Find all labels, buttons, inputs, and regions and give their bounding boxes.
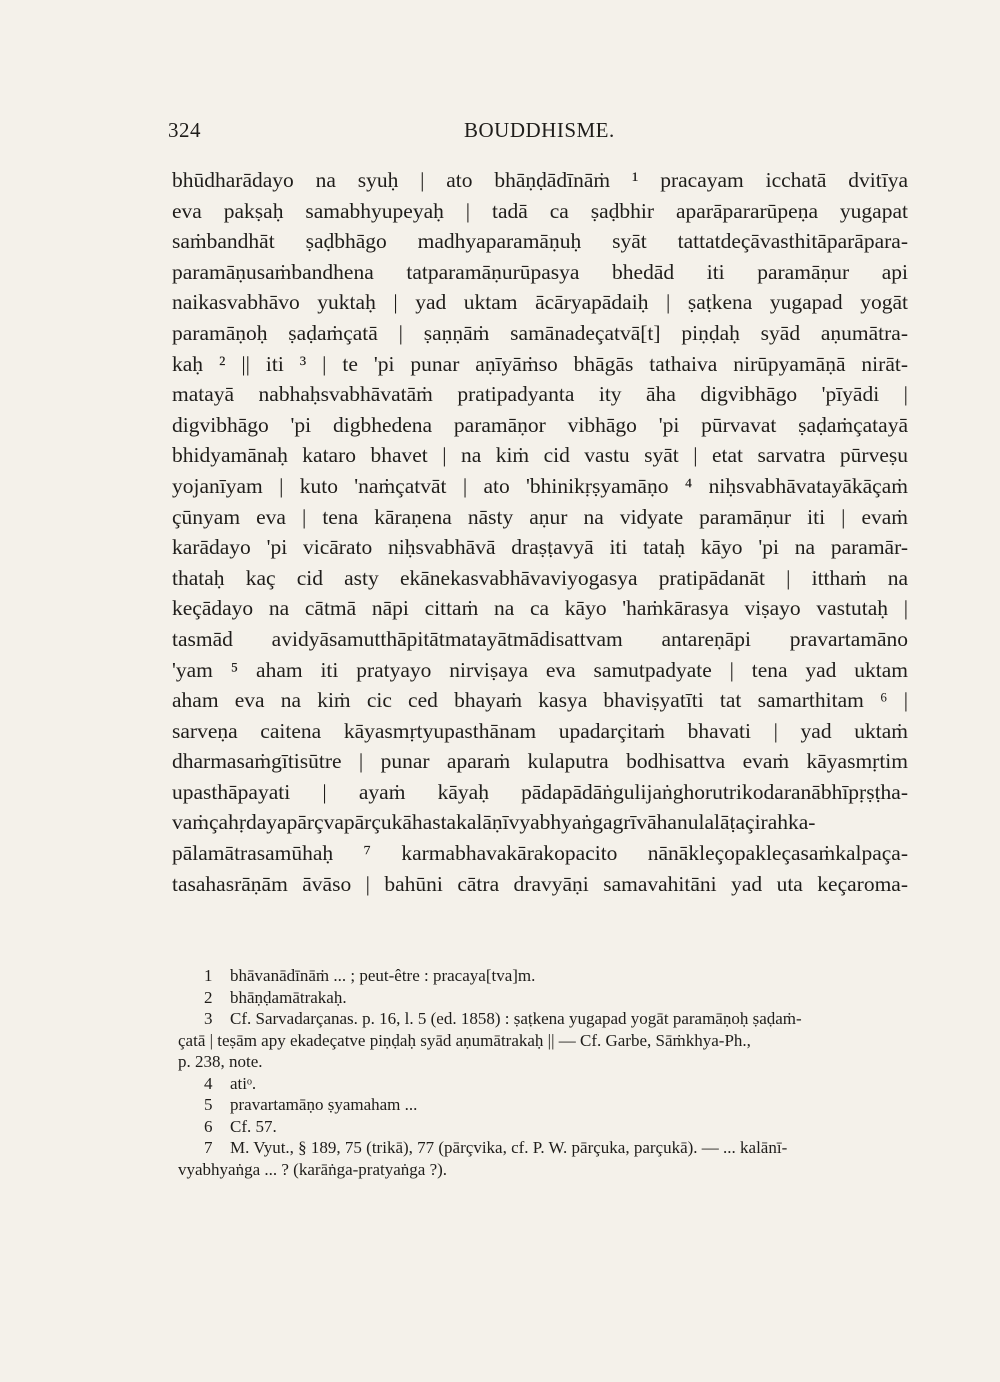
footnote-number: 7	[204, 1138, 213, 1157]
main-text	[172, 165, 908, 899]
text-line: tasmād avidyāsamutthāpitātmatayātmādisattvam antareṇāpi pravartamāno	[172, 626, 908, 651]
text-line: keçādayo na cātmā nāpi cittaṁ na ca kāyo 'haṁkārasya viṣayo vastutaḥ |	[172, 596, 908, 621]
text-line: 'yam ⁵ aham iti pratyayo nirviṣaya eva samutpadyate | tena yad uktam	[172, 657, 908, 682]
text-line: matayā nabhaḥsvabhāvatāṁ pratipadyanta ity āha digvibhāgo 'pīyādi |	[172, 382, 908, 407]
text-line: eva pakṣaḥ samabhyupeyaḥ | tadā ca ṣaḍbhir aparāpararūpeṇa yugapat	[172, 198, 908, 223]
footnote-text: M. Vyut., § 189, 75 (trikā), 77 (pārçvika, cf. P. W. pārçuka, parçukā). — ... kalānī-	[230, 1138, 788, 1157]
footnote-text: vyabhyaṅga ... ? (karāṅga-pratyaṅga ?).	[178, 1159, 448, 1179]
footnote	[178, 1008, 908, 1030]
footnote-number: 5	[204, 1095, 213, 1114]
footnote-text: pravartamāṇo ṣyamaham ...	[230, 1095, 418, 1114]
text-line: karādayo 'pi vicārato niḥsvabhāvā draṣṭavyā iti tataḥ kāyo 'pi na paramār-	[172, 535, 908, 560]
footnote-continuation	[178, 1159, 908, 1181]
footnote-text: atiᵒ.	[230, 1073, 257, 1093]
footnote-text: bhāvanādīnāṁ ... ; peut-être : pracaya[tva]m.	[230, 966, 536, 985]
text-line: digvibhāgo 'pi digbhedena paramāṇor vibhāgo 'pi pūrvavat ṣaḍaṁçatayā	[172, 412, 908, 437]
text-line: upasthāpayati | ayaṁ kāyaḥ pādapādāṅgulijaṅghorutrikodaranābhīpṛṣṭha-	[172, 779, 908, 804]
footnote-number: 6	[204, 1116, 213, 1136]
footnote	[178, 1116, 908, 1138]
text-line: naikasvabhāvo yuktaḥ | yad uktam ācāryapādaiḥ | ṣaṭkena yugapad yogāt	[172, 290, 908, 315]
footnote-number: 3	[204, 1009, 213, 1028]
text-line: bhūdharādayo na syuḥ | ato bhāṇḍādīnāṁ ¹ pracayam icchatā dvitīya	[172, 168, 908, 192]
text-line: yojanīyam | kuto 'naṁçatvāt | ato 'bhinikṛṣyamāṇo ⁴ niḥsvabhāvatayākāçaṁ	[172, 473, 908, 498]
footnote-number: 1	[204, 966, 213, 985]
footnotes	[178, 965, 908, 1180]
text-line: paramāṇusaṁbandhena tatparamāṇurūpasya bhedād iti paramāṇur api	[172, 259, 908, 284]
footnote-text: p. 238, note.	[178, 1052, 263, 1071]
footnote-continuation	[178, 1030, 908, 1052]
page-number: 324	[168, 118, 201, 142]
text-line: sarveṇa caitena kāyasmṛtyupasthānam upadarçitaṁ bhavati | yad uktaṁ	[172, 718, 908, 743]
footnote-text: Cf. Sarvadarçanas. p. 16, l. 5 (ed. 1858) : ṣaṭkena yugapad yogāt paramāṇoḥ ṣaḍaṁ-	[230, 1009, 802, 1028]
text-line: dharmasaṁgītisūtre | punar aparaṁ kulaputra bodhisattva evaṁ kāyasmṛtim	[172, 749, 908, 774]
footnote-number: 4	[204, 1073, 213, 1093]
running-title: BOUDDHISME.	[464, 118, 615, 142]
text-line: bhidyamānaḥ kataro bhavet | na kiṁ cid vastu syāt | etat sarvatra pūrveṣu	[172, 443, 908, 468]
text-line: kaḥ ² || iti ³ | te 'pi punar aṇīyāṁso bhāgās tathaiva nirūpyamāṇā nirāt-	[172, 351, 908, 376]
page-header	[168, 118, 908, 148]
footnote	[178, 987, 908, 1009]
footnote	[178, 1094, 908, 1116]
text-line: paramāṇoḥ ṣaḍaṁçatā | ṣaṇṇāṁ samānadeçatvā[t] piṇḍaḥ syād aṇumātra-	[172, 320, 908, 345]
text-line: thataḥ kaç cid asty ekānekasvabhāvaviyogasya pratipādanāt | itthaṁ na	[172, 565, 908, 590]
footnote	[178, 965, 908, 987]
text-line: aham eva na kiṁ cic ced bhayaṁ kasya bhaviṣyatīti tat samarthitam ⁶ |	[172, 688, 908, 713]
footnote-text: bhāṇḍamātrakaḥ.	[230, 987, 347, 1007]
footnote-continuation	[178, 1051, 908, 1073]
footnote-text: çatā | teṣām apy ekadeçatve piṇḍaḥ syād aṇumātrakaḥ || — Cf. Garbe, Sāṁkhya-Ph.,	[178, 1030, 751, 1050]
text-line: çūnyam eva | tena kāraṇena nāsty aṇur na vidyate paramāṇur iti | evaṁ	[172, 504, 908, 529]
text-line: saṁbandhāt ṣaḍbhāgo madhyaparamāṇuḥ syāt tattatdeçāvasthitāparāpara-	[172, 229, 908, 254]
footnote	[178, 1073, 908, 1095]
text-line: tasahasrāṇām āvāso | bahūni cātra dravyāṇi samavahitāni yad uta keçaroma-	[172, 871, 908, 896]
footnote	[178, 1137, 908, 1159]
footnote-number: 2	[204, 987, 213, 1007]
text-line: pālamātrasamūhaḥ ⁷ karmabhavakārakopacito nānākleçopakleçasaṁkalpaça-	[172, 841, 908, 866]
footnote-text: Cf. 57.	[230, 1116, 277, 1136]
text-line: vaṁçahṛdayapārçvapārçukāhastakalāṇīvyabhyaṅgagrīvāhanulalāṭaçirahka-	[172, 810, 816, 835]
